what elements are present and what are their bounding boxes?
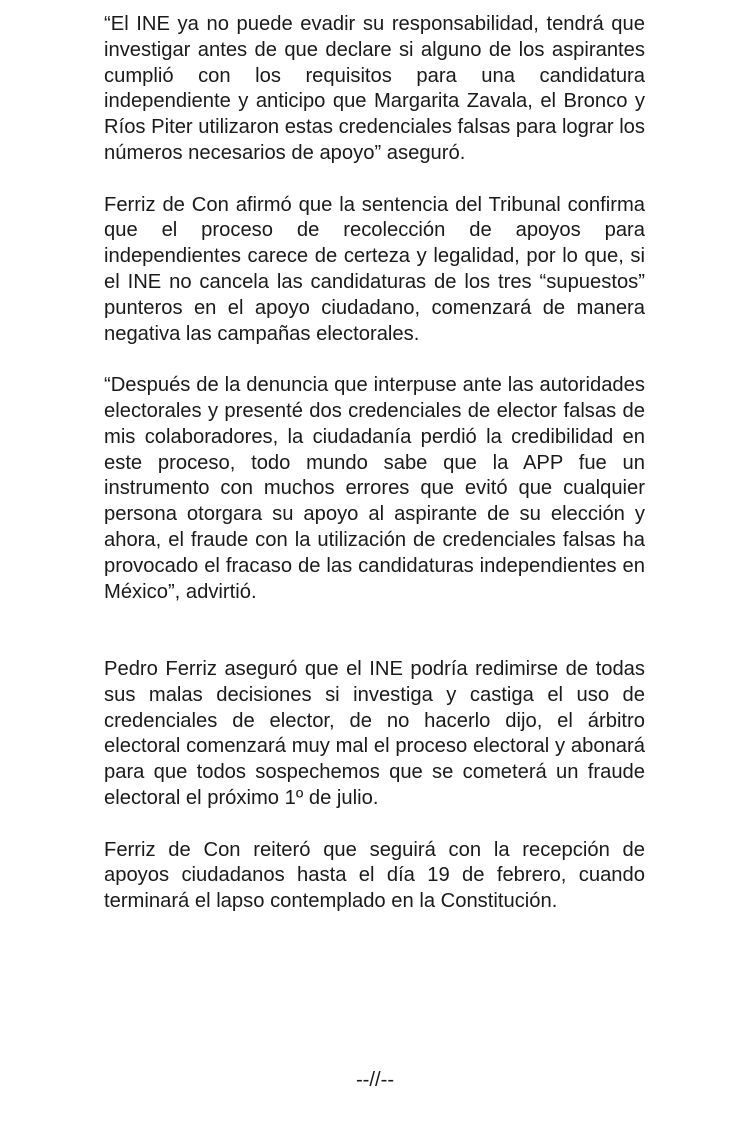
closing-mark: --//--	[355, 1069, 395, 1091]
paragraph-spacer	[104, 167, 645, 193]
paragraph-support-collection: Ferriz de Con reiteró que seguirá con la recepción de apoyos ciudadanos hasta el día 19 de febrero, cuando terminará el lapso contemplado en la Constitución.	[104, 838, 645, 913]
paragraph-spacer	[104, 347, 645, 373]
paragraph-spacer	[104, 812, 645, 838]
document-body	[104, 12, 645, 915]
paragraph-ine-redemption: Pedro Ferriz aseguró que el INE podría redimirse de todas sus malas decisiones si investiga y castiga el uso de credenciales de elector, de no hacerlo dijo, el árbitro electoral comenzará muy mal el proceso electoral y abonará para que todos sospechemos que se cometerá un fraude electoral el próximo 1º de julio.	[104, 657, 645, 809]
paragraph-spacer	[104, 605, 645, 657]
paragraph-tribunal-ruling: Ferriz de Con afirmó que la sentencia del Tribunal confirma que el proceso de recolección de apoyos para independientes carece de certeza y legalidad, por lo que, si el INE no cancela las candidaturas de los tres “supuestos” punteros en el apoyo ciudadano, comenzará de manera negativa las campañas electorales.	[104, 193, 645, 345]
paragraph-denuncia-quote: “Después de la denuncia que interpuse ante las autoridades electorales y presenté dos credenciales de elector falsas de mis colaboradores, la ciudadanía perdió la credibilidad en este proceso, todo mundo sabe que la APP fue un instrumento con muchos errores que evitó que cualquier persona otorgara su apoyo al aspirante de su elección y ahora, el fraude con la utilización de credenciales falsas ha provocado el fracaso de las candidaturas independientes en México”, advirtió.	[104, 374, 645, 603]
paragraph-ine-responsibility-quote: “El INE ya no puede evadir su responsabilidad, tendrá que investigar antes de que declare si alguno de los aspirantes cumplió con los requisitos para una candidatura independiente y anticipo que Margarita Zavala, el Bronco y Ríos Piter utilizaron estas credenciales falsas para lograr los números necesarios de apoyo” aseguró.	[104, 13, 645, 164]
